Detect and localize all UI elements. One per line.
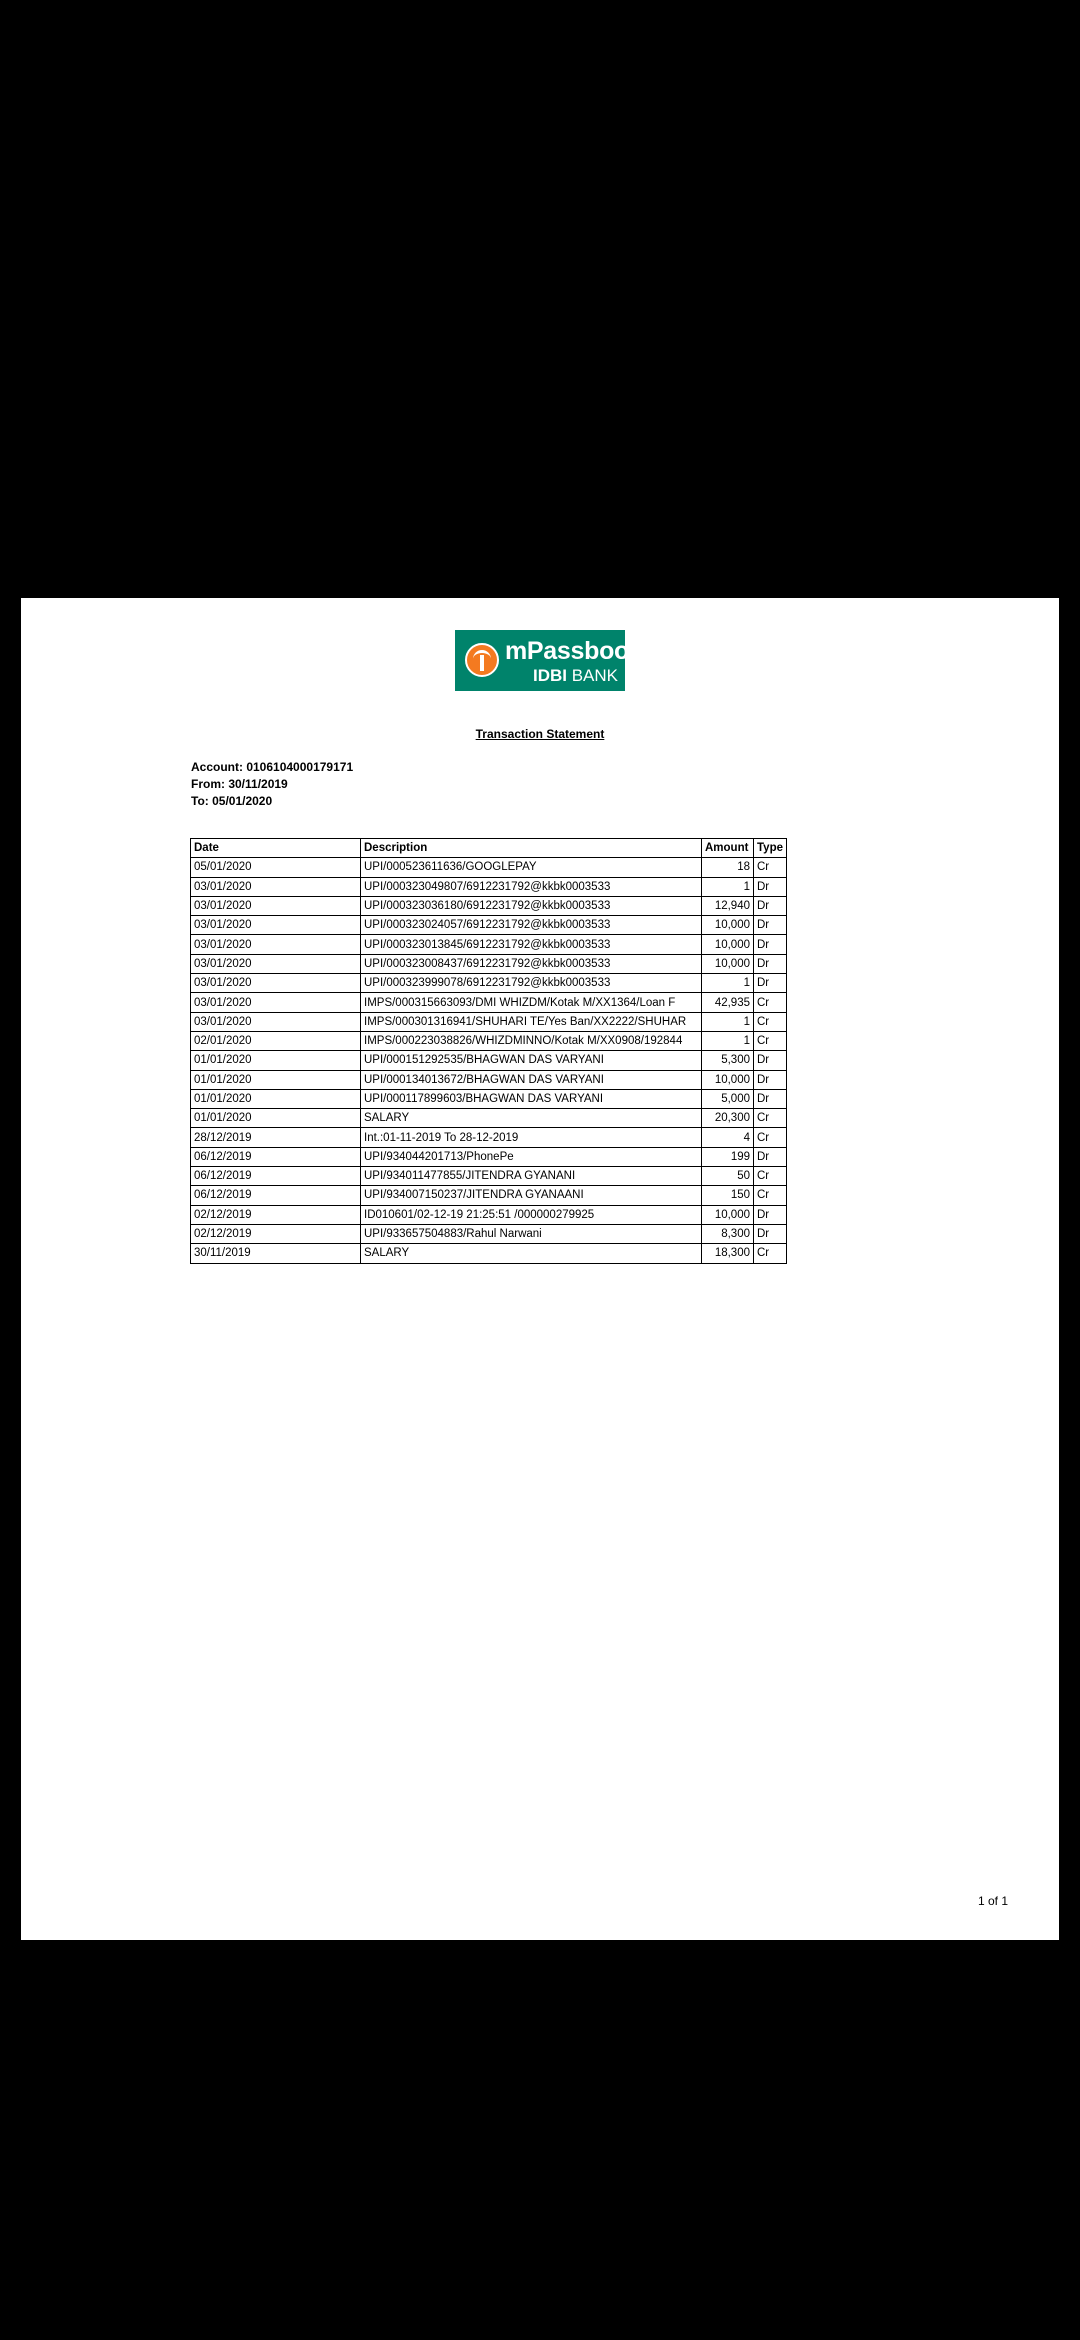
- cell-description: UPI/000117899603/BHAGWAN DAS VARYANI: [361, 1089, 702, 1108]
- cell-type: Cr: [754, 1186, 787, 1205]
- cell-type: Dr: [754, 896, 787, 915]
- cell-amount: 1: [702, 974, 754, 993]
- table-row: [191, 1147, 787, 1166]
- cell-type: Dr: [754, 974, 787, 993]
- statement-page: [21, 598, 1059, 1940]
- cell-type: Dr: [754, 1089, 787, 1108]
- cell-amount: 10,000: [702, 1070, 754, 1089]
- cell-type: Dr: [754, 1051, 787, 1070]
- cell-amount: 5,300: [702, 1051, 754, 1070]
- cell-description: IMPS/000301316941/SHUHARI TE/Yes Ban/XX2222/SHUHAR: [361, 1012, 702, 1031]
- cell-type: Dr: [754, 935, 787, 954]
- cell-description: UPI/000323013845/6912231792@kkbk0003533: [361, 935, 702, 954]
- cell-description: ID010601/02-12-19 21:25:51 /000000279925: [361, 1205, 702, 1224]
- cell-type: Cr: [754, 1109, 787, 1128]
- table-row: [191, 1186, 787, 1205]
- cell-type: Cr: [754, 1167, 787, 1186]
- cell-amount: 4: [702, 1128, 754, 1147]
- table-row: [191, 916, 787, 935]
- table-row: [191, 896, 787, 915]
- cell-amount: 199: [702, 1147, 754, 1166]
- cell-amount: 20,300: [702, 1109, 754, 1128]
- header-description: Description: [361, 839, 702, 858]
- table-row: [191, 1012, 787, 1031]
- mpassbook-logo: [455, 630, 643, 691]
- to-date: To: 05/01/2020: [191, 794, 273, 808]
- cell-date: 03/01/2020: [191, 954, 361, 973]
- cell-description: Int.:01-11-2019 To 28-12-2019: [361, 1128, 702, 1147]
- cell-date: 02/01/2020: [191, 1031, 361, 1050]
- table-row: [191, 1051, 787, 1070]
- cell-type: Cr: [754, 1012, 787, 1031]
- cell-date: 28/12/2019: [191, 1128, 361, 1147]
- cell-amount: 12,940: [702, 896, 754, 915]
- cell-type: Dr: [754, 1224, 787, 1243]
- cell-description: UPI/000323049807/6912231792@kkbk0003533: [361, 877, 702, 896]
- account-details: [191, 759, 353, 810]
- cell-amount: 42,935: [702, 993, 754, 1012]
- table-row: [191, 974, 787, 993]
- cell-description: UPI/934044201713/PhonePe: [361, 1147, 702, 1166]
- cell-date: 06/12/2019: [191, 1167, 361, 1186]
- cell-description: UPI/000323999078/6912231792@kkbk0003533: [361, 974, 702, 993]
- statement-title: Transaction Statement: [475, 727, 605, 741]
- cell-type: Cr: [754, 1128, 787, 1147]
- cell-description: UPI/000323008437/6912231792@kkbk0003533: [361, 954, 702, 973]
- table-row: [191, 1167, 787, 1186]
- cell-type: Cr: [754, 1031, 787, 1050]
- table-row: [191, 1205, 787, 1224]
- cell-type: Dr: [754, 1070, 787, 1089]
- cell-type: Cr: [754, 1244, 787, 1263]
- cell-date: 03/01/2020: [191, 935, 361, 954]
- cell-amount: 1: [702, 1031, 754, 1050]
- page-indicator: 1 of 1: [977, 1894, 1008, 1908]
- cell-description: UPI/934007150237/JITENDRA GYANAANI: [361, 1186, 702, 1205]
- cell-type: Dr: [754, 1147, 787, 1166]
- cell-amount: 1: [702, 877, 754, 896]
- cell-date: 03/01/2020: [191, 896, 361, 915]
- cell-date: 03/01/2020: [191, 993, 361, 1012]
- cell-date: 03/01/2020: [191, 974, 361, 993]
- cell-date: 01/01/2020: [191, 1089, 361, 1108]
- cell-amount: 1: [702, 1012, 754, 1031]
- cell-description: SALARY: [361, 1109, 702, 1128]
- account-number: Account: 0106104000179171: [191, 760, 354, 774]
- cell-description: UPI/933657504883/Rahul Narwani: [361, 1224, 702, 1243]
- table-row: [191, 1128, 787, 1147]
- cell-description: SALARY: [361, 1244, 702, 1263]
- cell-description: UPI/000323024057/6912231792@kkbk0003533: [361, 916, 702, 935]
- cell-date: 01/01/2020: [191, 1051, 361, 1070]
- cell-date: 01/01/2020: [191, 1070, 361, 1089]
- idbi-emblem-icon: [465, 643, 499, 677]
- logo-title: mPassbook: [505, 637, 643, 665]
- table-row: [191, 935, 787, 954]
- table-row: [191, 1109, 787, 1128]
- cell-description: IMPS/000223038826/WHIZDMINNO/Kotak M/XX0908/192844: [361, 1031, 702, 1050]
- logo-bank-name: IDBI BANK: [532, 666, 618, 685]
- table-row: [191, 858, 787, 877]
- cell-type: Cr: [754, 993, 787, 1012]
- table-row: [191, 1244, 787, 1263]
- cell-date: 02/12/2019: [191, 1224, 361, 1243]
- cell-amount: 18: [702, 858, 754, 877]
- header-type: Type: [754, 839, 787, 858]
- table-row: [191, 1224, 787, 1243]
- cell-description: UPI/000151292535/BHAGWAN DAS VARYANI: [361, 1051, 702, 1070]
- cell-amount: 10,000: [702, 916, 754, 935]
- cell-amount: 18,300: [702, 1244, 754, 1263]
- cell-amount: 150: [702, 1186, 754, 1205]
- cell-date: 03/01/2020: [191, 916, 361, 935]
- cell-amount: 8,300: [702, 1224, 754, 1243]
- cell-type: Dr: [754, 1205, 787, 1224]
- cell-date: 30/11/2019: [191, 1244, 361, 1263]
- transactions-table: [190, 838, 787, 1264]
- cell-date: 02/12/2019: [191, 1205, 361, 1224]
- cell-description: UPI/934011477855/JITENDRA GYANANI: [361, 1167, 702, 1186]
- table-header-row: [191, 839, 787, 858]
- table-row: [191, 993, 787, 1012]
- cell-amount: 10,000: [702, 935, 754, 954]
- cell-date: 06/12/2019: [191, 1186, 361, 1205]
- transactions-body: [191, 858, 787, 1263]
- header-date: Date: [191, 839, 361, 858]
- table-row: [191, 954, 787, 973]
- from-date: From: 30/11/2019: [191, 777, 288, 791]
- cell-type: Dr: [754, 916, 787, 935]
- cell-type: Dr: [754, 954, 787, 973]
- cell-description: UPI/000323036180/6912231792@kkbk0003533: [361, 896, 702, 915]
- cell-date: 06/12/2019: [191, 1147, 361, 1166]
- cell-type: Cr: [754, 858, 787, 877]
- table-row: [191, 1070, 787, 1089]
- table-row: [191, 877, 787, 896]
- header-amount: Amount: [702, 839, 754, 858]
- cell-amount: 10,000: [702, 954, 754, 973]
- table-row: [191, 1031, 787, 1050]
- cell-amount: 50: [702, 1167, 754, 1186]
- table-row: [191, 1089, 787, 1108]
- cell-date: 05/01/2020: [191, 858, 361, 877]
- cell-type: Dr: [754, 877, 787, 896]
- cell-amount: 10,000: [702, 1205, 754, 1224]
- cell-date: 03/01/2020: [191, 1012, 361, 1031]
- cell-description: UPI/000523611636/GOOGLEPAY: [361, 858, 702, 877]
- cell-description: IMPS/000315663093/DMI WHIZDM/Kotak M/XX1364/Loan F: [361, 993, 702, 1012]
- cell-description: UPI/000134013672/BHAGWAN DAS VARYANI: [361, 1070, 702, 1089]
- cell-amount: 5,000: [702, 1089, 754, 1108]
- cell-date: 03/01/2020: [191, 877, 361, 896]
- cell-date: 01/01/2020: [191, 1109, 361, 1128]
